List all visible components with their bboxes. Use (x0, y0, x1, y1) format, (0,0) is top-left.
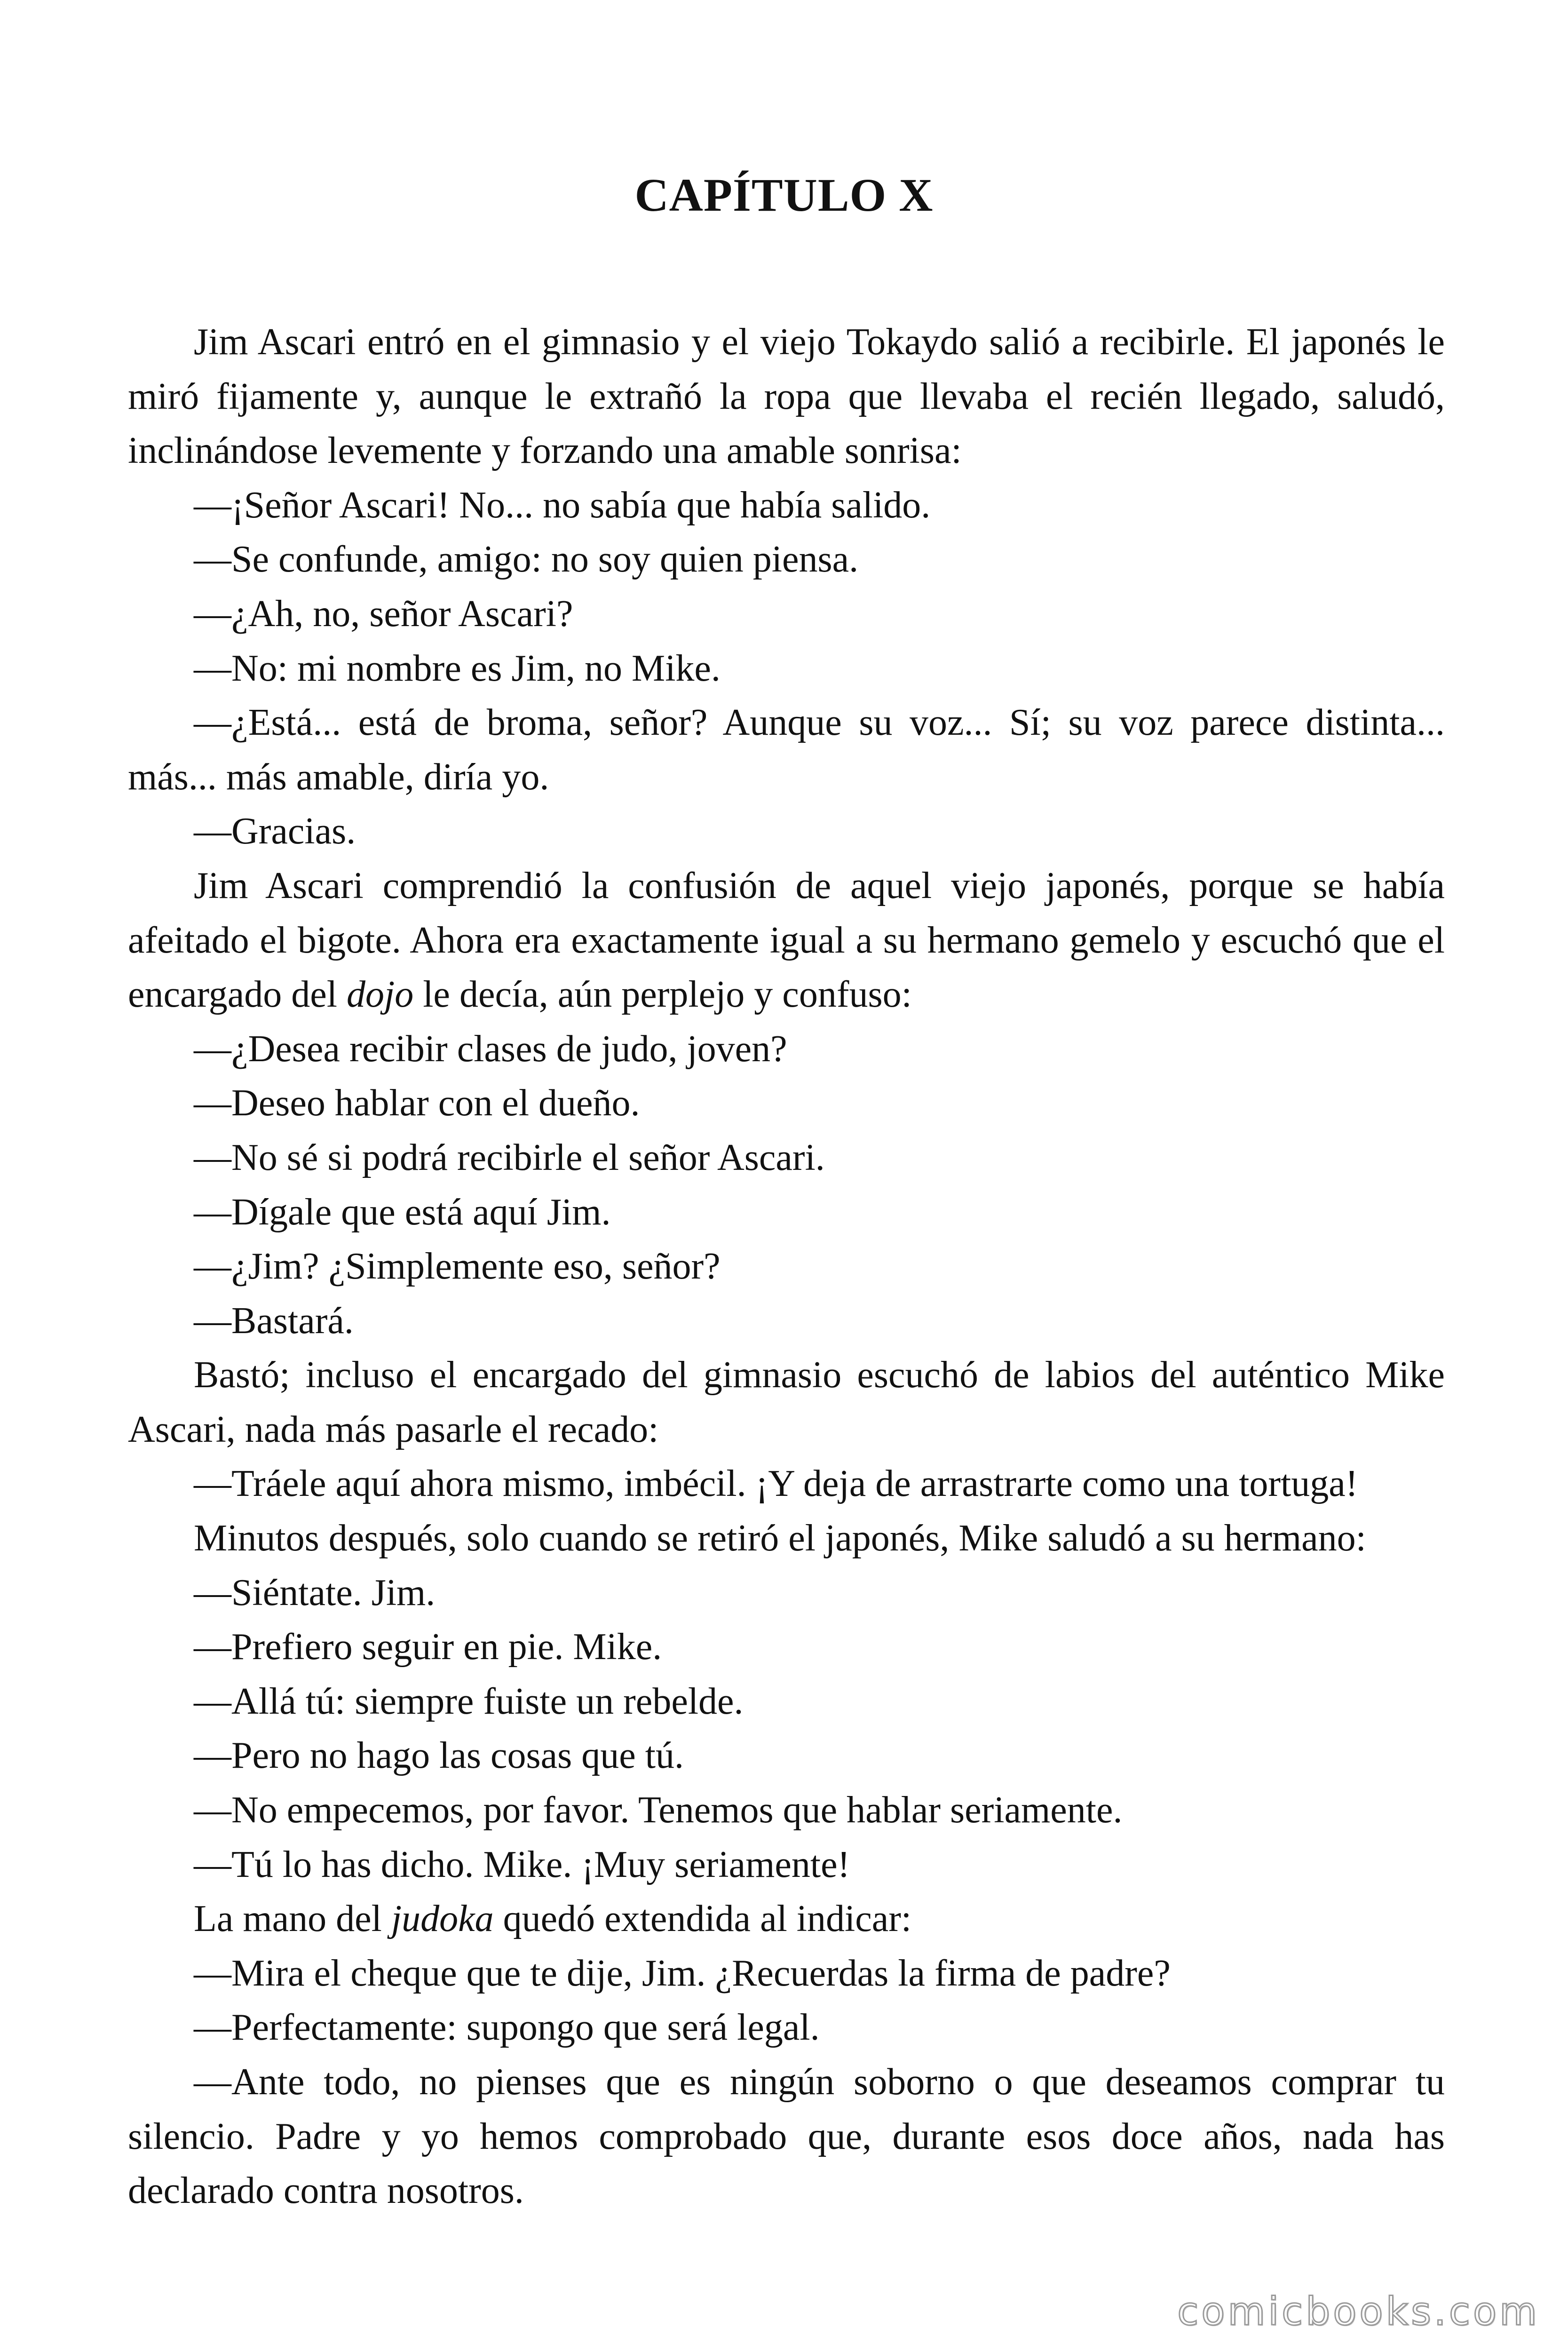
paragraph (128, 1457, 1445, 1511)
paragraph (128, 1185, 1445, 1240)
paragraph (128, 1620, 1445, 1675)
paragraph (128, 1131, 1445, 1185)
paragraph-text: La mano del (194, 1898, 391, 1940)
paragraph (128, 478, 1445, 533)
paragraph-text: Jim Ascari entró en el gimnasio y el viejo Tokaydo salió a recibirle. El japonés le miró fijamente y, aunque le extrañó la ropa que llevaba el recién llegado, saludó, inclinándose levemente y forzando una amable sonrisa: (128, 321, 1445, 472)
paragraph (128, 804, 1445, 859)
paragraph (128, 1947, 1445, 2001)
paragraph (128, 315, 1445, 478)
paragraph-text: —Ante todo, no pienses que es ningún soborno o que deseamos comprar tu silencio. Padre y yo hemos comprobado que, durante esos doce años, nada has declarado contra nosotros. (128, 2061, 1445, 2212)
paragraph-text: —¡Señor Ascari! No... no sabía que había salido. (194, 484, 931, 526)
paragraph-text: —Deseo hablar con el dueño. (194, 1082, 640, 1124)
paragraph (128, 1022, 1445, 1077)
chapter-title: CAPÍTULO X (634, 169, 934, 221)
paragraph-text: Minutos después, solo cuando se retiró el japonés, Mike saludó a su hermano: (194, 1518, 1366, 1559)
paragraph (128, 859, 1445, 1022)
paragraph-text: —Dígale que está aquí Jim. (194, 1191, 611, 1233)
italic-text: judoka (391, 1898, 494, 1940)
paragraph-text: —Prefiero seguir en pie. Mike. (194, 1626, 662, 1668)
paragraph-text: le decía, aún perplejo y confuso: (413, 974, 912, 1016)
paragraph (128, 1783, 1445, 1838)
paragraph-text: quedó extendida al indicar: (493, 1898, 912, 1940)
paragraph (128, 1511, 1445, 1566)
paragraph-text: —Gracias. (194, 810, 356, 852)
paragraph-text: Jim Ascari comprendió la confusión de aquel viejo japonés, porque se había afeitado el bigote. Ahora era exactamente igual a su hermano gemelo y escuchó que el encargado del (128, 865, 1445, 1016)
paragraph (128, 1729, 1445, 1783)
paragraph (128, 1076, 1445, 1131)
paragraph-text: —¿Desea recibir clases de judo, joven? (194, 1028, 787, 1070)
paragraph-text: —No: mi nombre es Jim, no Mike. (194, 647, 721, 689)
paragraph (128, 1892, 1445, 1947)
paragraph-text: —Perfectamente: supongo que será legal. (194, 2007, 820, 2049)
paragraph (128, 696, 1445, 804)
paragraph-text: —No empecemos, por favor. Tenemos que hablar seriamente. (194, 1789, 1123, 1831)
paragraph-text: —¿Está... está de broma, señor? Aunque su voz... Sí; su voz parece distinta... más... más amable, diría yo. (128, 702, 1445, 798)
paragraph (128, 1838, 1445, 1892)
paragraph (128, 587, 1445, 642)
paragraph (128, 1294, 1445, 1349)
paragraph-text: —Mira el cheque que te dije, Jim. ¿Recuerdas la firma de padre? (194, 1952, 1171, 1994)
watermark: comicbooks.com (1177, 2289, 1540, 2334)
paragraph-text: —Bastará. (194, 1300, 354, 1342)
paragraph (128, 1348, 1445, 1457)
paragraph-text: —Tráele aquí ahora mismo, imbécil. ¡Y deja de arrastrarte como una tortuga! (194, 1463, 1358, 1505)
paragraph (128, 642, 1445, 696)
paragraph (128, 2001, 1445, 2055)
chapter-body (128, 315, 1445, 2218)
paragraph-text: —Allá tú: siempre fuiste un rebelde. (194, 1680, 744, 1722)
paragraph (128, 1566, 1445, 1621)
paragraph-text: —¿Ah, no, señor Ascari? (194, 593, 573, 635)
paragraph-text: —No sé si podrá recibirle el señor Ascari. (194, 1136, 825, 1178)
italic-text: dojo (346, 974, 414, 1016)
paragraph-text: —Tú lo has dicho. Mike. ¡Muy seriamente! (194, 1843, 850, 1885)
paragraph (128, 2055, 1445, 2218)
paragraph-text: —¿Jim? ¿Simplemente eso, señor? (194, 1246, 721, 1287)
paragraph-text: —Se confunde, amigo: no soy quien piensa. (194, 539, 859, 580)
paragraph-text: —Pero no hago las cosas que tú. (194, 1735, 684, 1777)
paragraph (128, 1675, 1445, 1729)
paragraph (128, 1240, 1445, 1294)
paragraph-text: —Siéntate. Jim. (194, 1572, 436, 1613)
paragraph-text: Bastó; incluso el encargado del gimnasio escuchó de labios del auténtico Mike Ascari, nada más pasarle el recado: (128, 1354, 1445, 1450)
paragraph (128, 532, 1445, 587)
